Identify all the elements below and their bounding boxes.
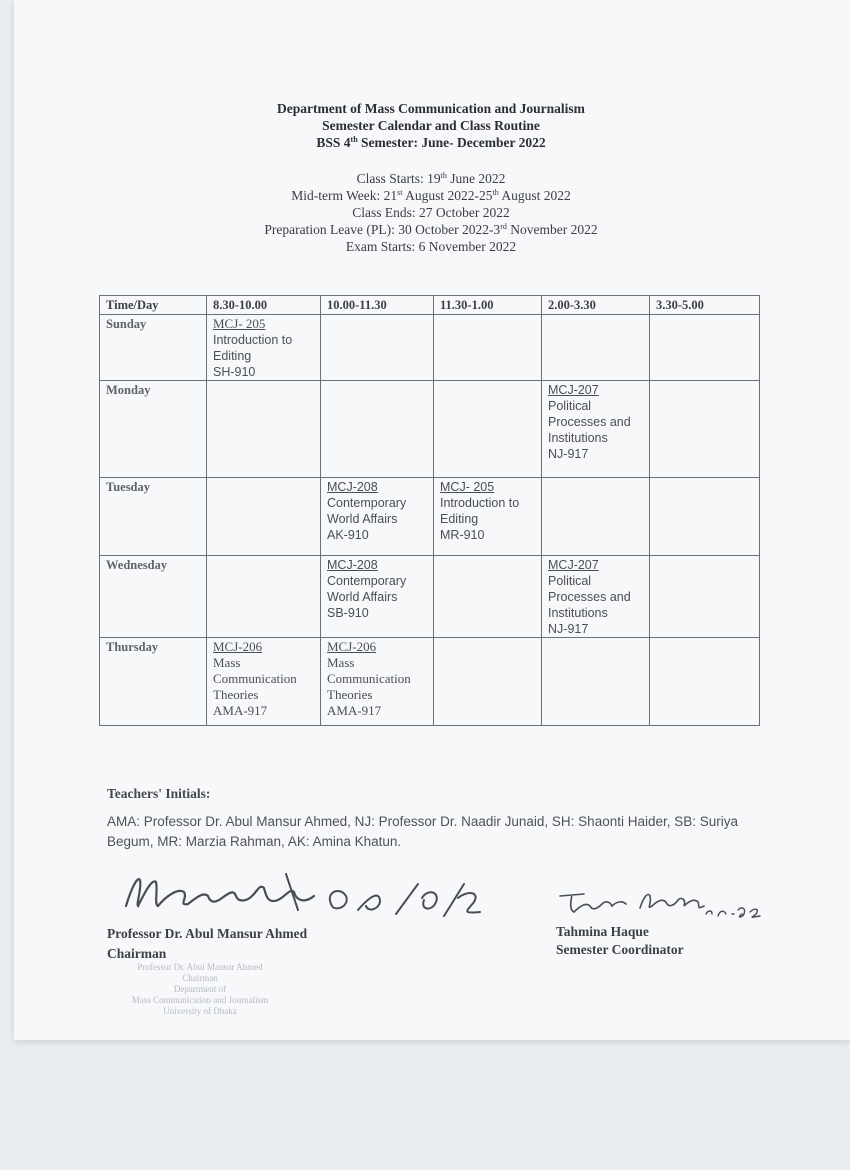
column-header: 10.00-11.30	[321, 296, 434, 315]
course-line: Communication	[213, 671, 297, 686]
stamp-line: University of Dhaka	[163, 1006, 237, 1016]
course-code: MCJ- 205	[440, 480, 495, 494]
class-cell	[207, 315, 321, 381]
stamp-line: Department of	[173, 984, 227, 994]
empty-cell	[434, 315, 542, 381]
empty-cell	[434, 556, 542, 638]
teachers-initials-title: Teachers' Initials:	[107, 786, 211, 801]
department-stamp	[100, 962, 300, 1017]
course-code: MCJ-208	[327, 480, 378, 494]
room-code: SB-910	[327, 606, 369, 620]
course-code: MCJ-207	[548, 383, 599, 397]
class-starts: Class Starts: 19th June 2022	[356, 171, 506, 186]
class-cell	[434, 478, 542, 556]
table-row	[100, 381, 760, 478]
empty-cell	[321, 381, 434, 478]
chairman-role: Chairman	[107, 946, 167, 961]
table-row	[100, 556, 760, 638]
class-ends: Class Ends: 27 October 2022	[352, 205, 510, 220]
semester-dates	[0, 170, 850, 255]
empty-cell	[207, 478, 321, 556]
table-row	[100, 478, 760, 556]
day-cell: Tuesday	[100, 478, 207, 556]
coordinator-name: Tahmina Haque	[556, 924, 649, 939]
table-row	[100, 315, 760, 381]
room-code: AK-910	[327, 528, 369, 542]
class-routine-table	[99, 295, 760, 726]
day-cell: Monday	[100, 381, 207, 478]
course-line: Introduction to	[213, 333, 293, 347]
column-header: Time/Day	[100, 296, 207, 315]
calendar-title: Semester Calendar and Class Routine	[322, 118, 540, 133]
midterm-week: Mid-term Week: 21st August 2022-25th August 2022	[291, 188, 571, 203]
empty-cell	[650, 381, 760, 478]
empty-cell	[542, 315, 650, 381]
empty-cell	[434, 381, 542, 478]
stamp-line: Professor Dr. Abul Mansur Ahmed	[137, 962, 263, 972]
stamp-line: Chairman	[182, 973, 218, 983]
class-cell	[207, 638, 321, 726]
room-code: AMA-917	[327, 703, 382, 718]
empty-cell	[650, 556, 760, 638]
class-cell	[542, 556, 650, 638]
course-line: Theories	[213, 687, 259, 702]
course-code: MCJ-208	[327, 558, 378, 572]
course-line: Theories	[327, 687, 373, 702]
empty-cell	[650, 478, 760, 556]
course-line: Institutions	[548, 431, 608, 445]
day-cell: Sunday	[100, 315, 207, 381]
empty-cell	[542, 478, 650, 556]
course-line: Contemporary	[327, 496, 407, 510]
empty-cell	[207, 381, 321, 478]
empty-cell	[434, 638, 542, 726]
course-code: MCJ-206	[327, 639, 377, 654]
stamp-line: Mass Communication and Journalism	[131, 995, 269, 1005]
empty-cell	[650, 638, 760, 726]
course-line: Contemporary	[327, 574, 407, 588]
course-line: Communication	[327, 671, 411, 686]
column-header: 8.30-10.00	[207, 296, 321, 315]
class-cell	[542, 381, 650, 478]
chairman-signature	[118, 866, 488, 930]
course-line: Mass	[327, 655, 355, 670]
exam-starts: Exam Starts: 6 November 2022	[345, 239, 517, 254]
class-cell	[321, 556, 434, 638]
day-cell: Wednesday	[100, 556, 207, 638]
course-code: MCJ- 205	[213, 316, 266, 331]
empty-cell	[207, 556, 321, 638]
course-code: MCJ-207	[548, 558, 599, 572]
document-header	[0, 100, 850, 151]
class-cell	[321, 638, 434, 726]
course-line: Institutions	[548, 606, 608, 620]
course-line: World Affairs	[327, 512, 398, 526]
column-header: 2.00-3.30	[542, 296, 650, 315]
teachers-initials-text: AMA: Professor Dr. Abul Mansur Ahmed, NJ: Professor Dr. Naadir Junaid, SH: Shaonti Haider, SB: Suriya Begum, MR: Marzia Rahman, AK: Amina Khatun.	[107, 814, 739, 849]
room-code: NJ-917	[548, 447, 589, 461]
course-line: Editing	[213, 349, 252, 363]
day-cell: Thursday	[100, 638, 207, 726]
course-line: Mass	[213, 655, 241, 670]
semester-title: BSS 4th Semester: June- December 2022	[316, 135, 546, 150]
course-code: MCJ-206	[213, 639, 263, 654]
coordinator-role: Semester Coordinator	[556, 942, 684, 957]
room-code: SH-910	[213, 365, 256, 379]
class-cell	[321, 478, 434, 556]
course-line: Political	[548, 399, 592, 413]
table-row	[100, 638, 760, 726]
room-code: MR-910	[440, 528, 485, 542]
table-header-row	[100, 296, 760, 315]
column-header: 3.30-5.00	[650, 296, 760, 315]
empty-cell	[650, 315, 760, 381]
empty-cell	[542, 638, 650, 726]
course-line: Editing	[440, 512, 479, 526]
room-code: NJ-917	[548, 622, 589, 636]
course-line: World Affairs	[327, 590, 398, 604]
empty-cell	[321, 315, 434, 381]
department-title: Department of Mass Communication and Journalism	[277, 101, 585, 116]
coordinator-signature	[556, 886, 766, 922]
course-line: Processes and	[548, 590, 631, 604]
course-line: Introduction to	[440, 496, 520, 510]
chairman-name: Professor Dr. Abul Mansur Ahmed	[107, 926, 308, 941]
course-line: Political	[548, 574, 592, 588]
column-header: 11.30-1.00	[434, 296, 542, 315]
room-code: AMA-917	[213, 703, 268, 718]
course-line: Processes and	[548, 415, 631, 429]
preparation-leave: Preparation Leave (PL): 30 October 2022-3rd November 2022	[264, 222, 598, 237]
